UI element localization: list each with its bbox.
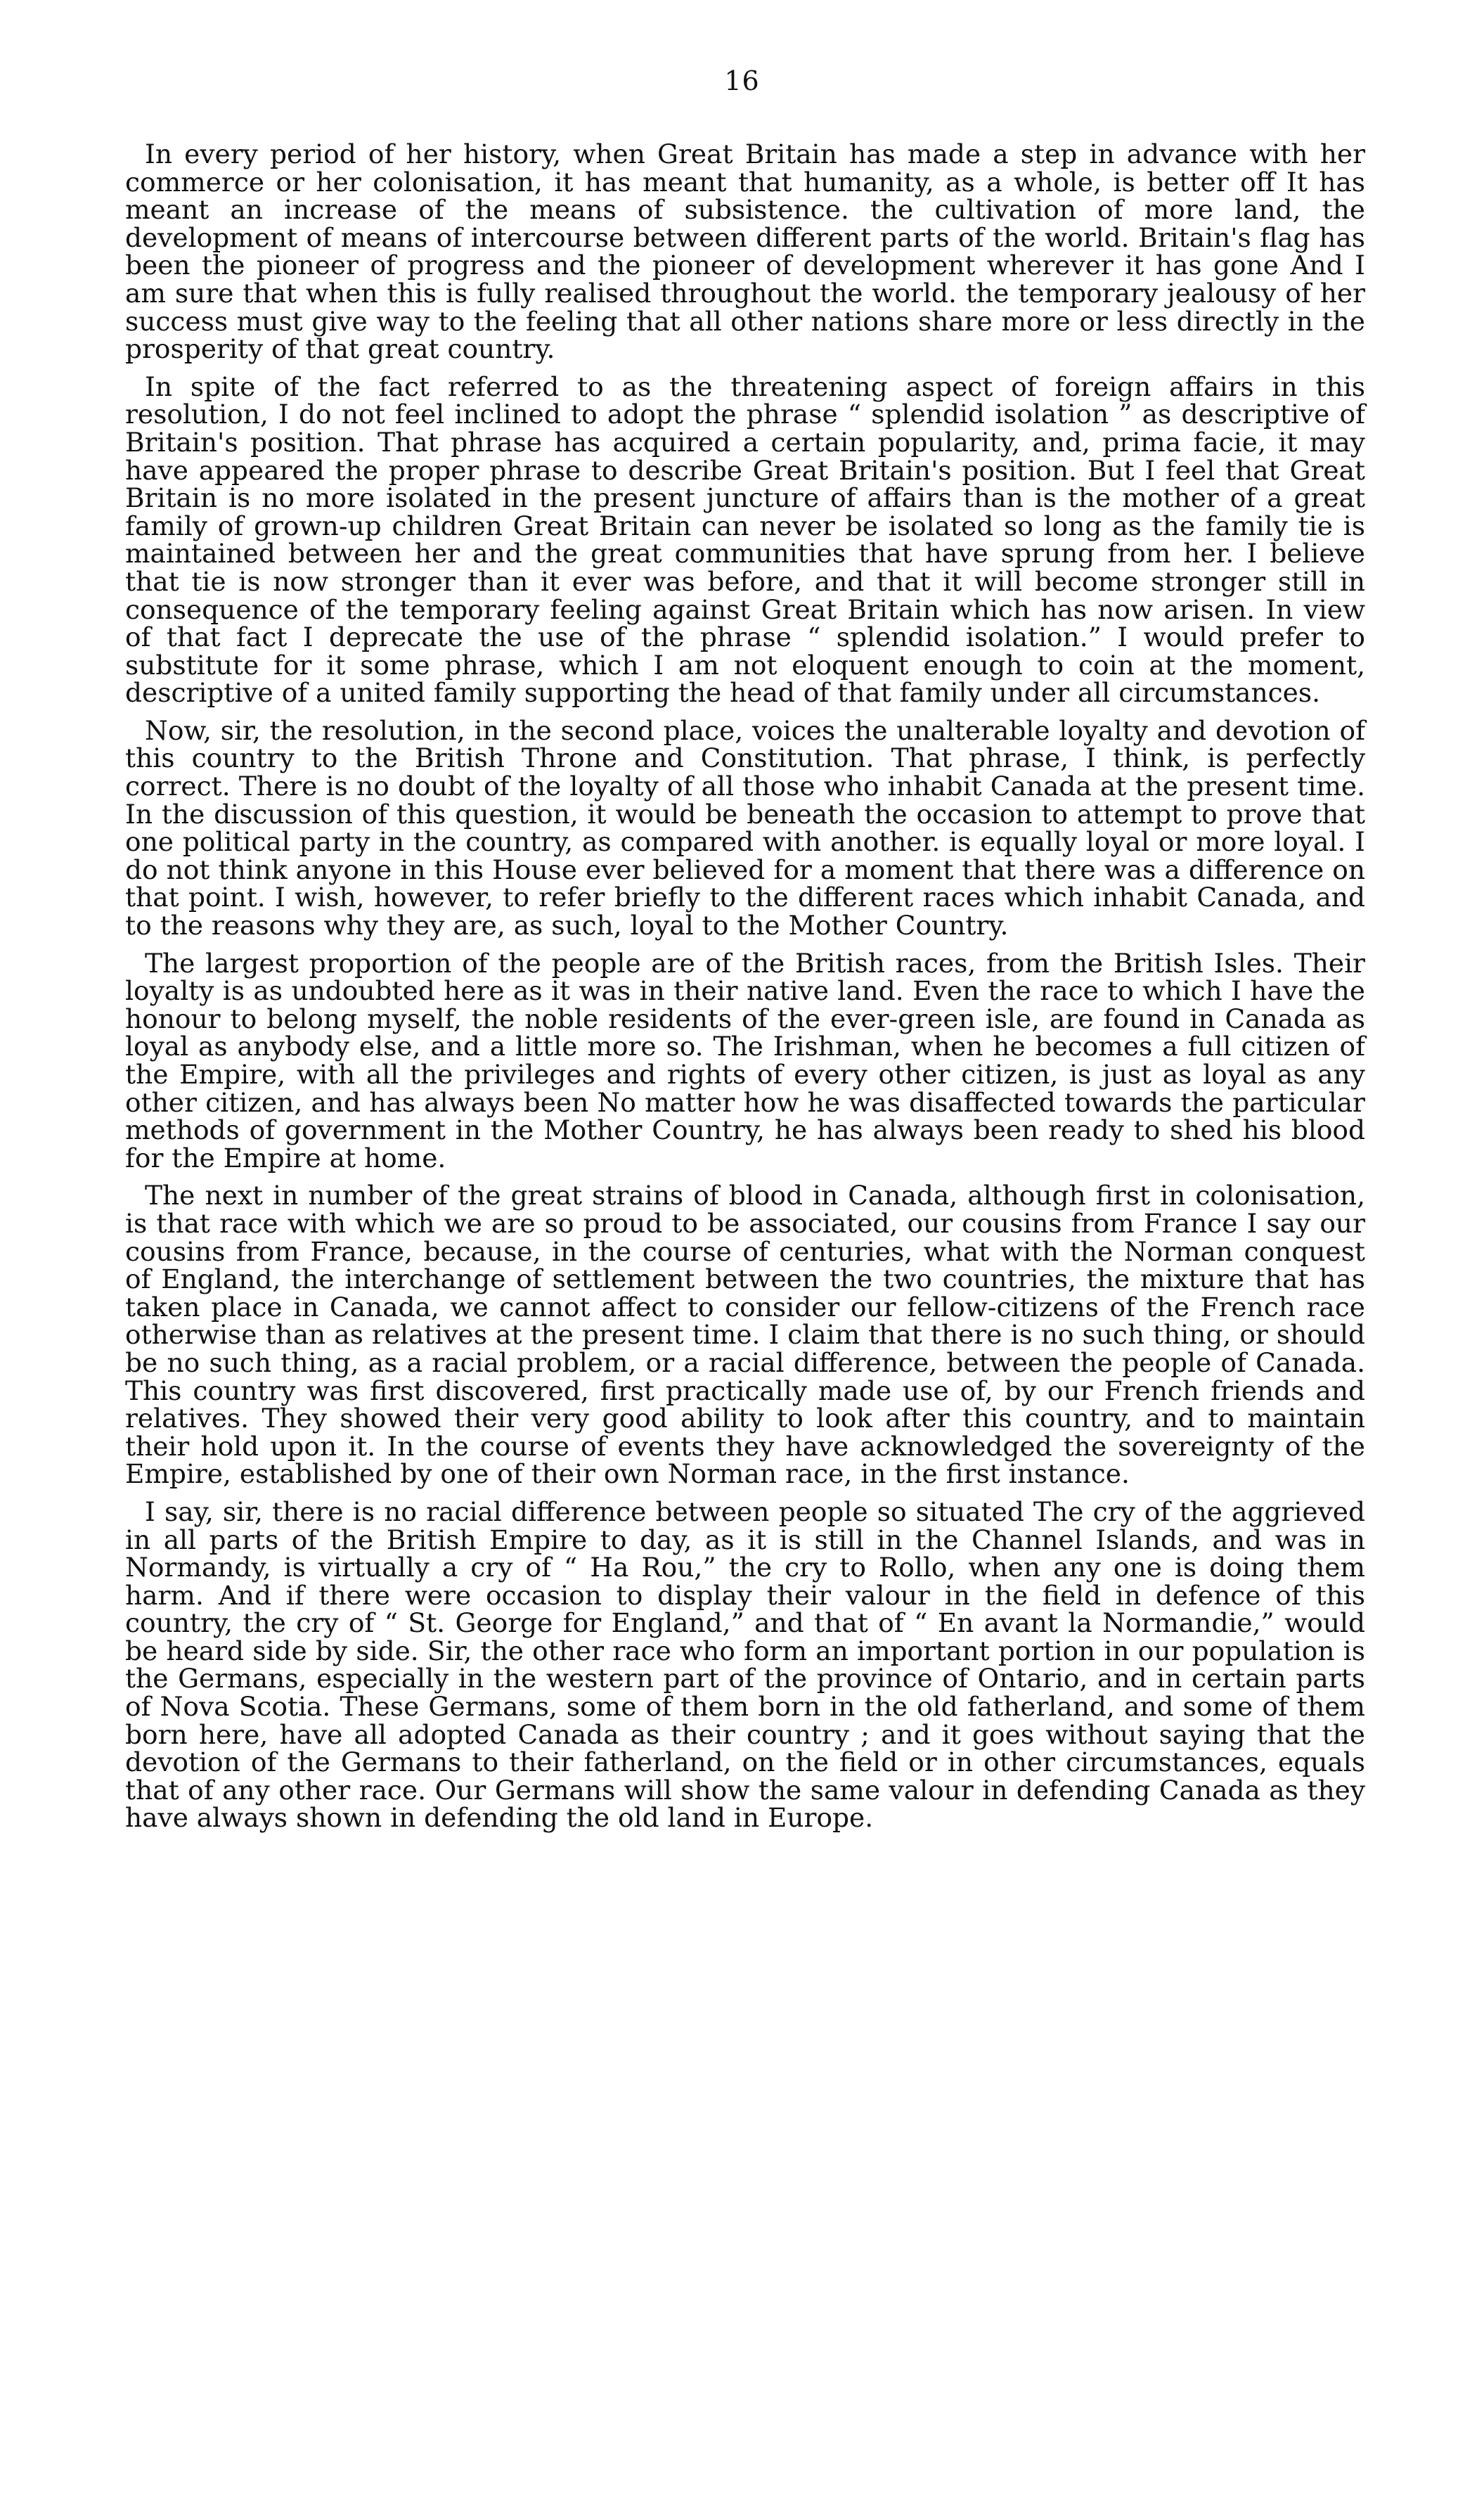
- paragraph-1: In every period of her history, when Great Britain has made a step in advance with her commerce or her colonisation, it has meant that humanity, as a whole, is better off It has meant an increase of the means of subsistence. the cultivation of more land, the development of means of intercourse between different parts of the world. Britain's flag has been the pioneer of progress and the pioneer of development wherever it has gone And I am sure that when this is fully realised throughout the world. the temporary jealousy of her success must give way to the feeling that all other nations share more or less directly in the prosperity of that great country.: [125, 139, 1365, 365]
- paragraph-4: The largest proportion of the people are of the British races, from the British Isles. Their loyalty is as undoubted here as it was in their native land. Even the race to which I have the honour to belong myself, the noble residents of the ever-green isle, are found in Canada as loyal as anybody else, and a little more so. The Irishman, when he becomes a full citizen of the Empire, with all the privileges and rights of every other citizen, is just as loyal as any other citizen, and has always been No matter how he was disaffected towards the particular methods of government in the Mother Country, he has always been ready to shed his blood for the Empire at home.: [125, 947, 1365, 1173]
- paragraph-6: I say, sir, there is no racial difference between people so situated The cry of the aggrieved in all parts of the British Empire to day, as it is still in the Channel Islands, and was in Normandy, is virtually a cry of “ Ha Rou,” the cry to Rollo, when any one is doing them harm. And if there were occasion to display their valour in the field in defence of this country, the cry of “ St. George for England,” and that of “ En avant la Normandie,” would be heard side by side. Sir, the other race who form an important portion in our population is the Germans, especially in the western part of the province of Ontario, and in certain parts of Nova Scotia. These Germans, some of them born in the old fatherland, and some of them born here, have all adopted Canada as their country ; and it goes without saying that the devotion of the Germans to their fatherland, on the field or in other circumstances, equals that of any other race. Our Germans will show the same valour in defending Canada as they have always shown in defending the old land in Europe.: [125, 1496, 1365, 1834]
- paragraph-3: Now, sir, the resolution, in the second place, voices the unalterable loyalty and devotion of this country to the British Throne and Constitution. That phrase, I think, is perfectly correct. There is no doubt of the loyalty of all those who inhabit Canada at the present time. In the discussion of this question, it would be beneath the occasion to attempt to prove that one political party in the country, as compared with another. is equally loyal or more loyal. I do not think anyone in this House ever believed for a moment that there was a difference on that point. I wish, however, to refer briefly to the different races which inhabit Canada, and to the reasons why they are, as such, loyal to the Mother Country.: [125, 714, 1365, 941]
- paragraph-2: In spite of the fact referred to as the threatening aspect of foreign affairs in this resolution, I do not feel inclined to adopt the phrase “ splendid isolation ” as descriptive of Britain's position. That phrase has acquired a certain popularity, and, prima facie, it may have appeared the proper phrase to describe Great Britain's position. But I feel that Great Britain is no more isolated in the present juncture of affairs than is the mother of a great family of grown-up children Great Britain can never be isolated so long as the family tie is maintained between her and the great communities that have sprung from her. I believe that tie is now stronger than it ever was before, and that it will become stronger still in consequence of the temporary feeling against Great Britain which has now arisen. In view of that fact I deprecate the use of the phrase “ splendid isolation.” I would prefer to substitute for it some phrase, which I am not eloquent enough to coin at the moment, descriptive of a united family supporting the head of that family under all circumstances.: [125, 371, 1365, 709]
- body-text: [125, 141, 1365, 1842]
- paragraph-5: The next in number of the great strains of blood in Canada, although first in colonisation, is that race with which we are so proud to be associated, our cousins from France I say our cousins from France, because, in the course of centuries, what with the Norman conquest of England, the interchange of settlement between the two countries, the mixture that has taken place in Canada, we cannot affect to consider our fellow-citizens of the French race otherwise than as relatives at the present time. I claim that there is no such thing, or should be no such thing, as a racial problem, or a racial difference, between the people of Canada. This country was first discovered, first practically made use of, by our French friends and relatives. They showed their very good ability to look after this country, and to maintain their hold upon it. In the course of events they have acknowledged the sovereignty of the Empire, established by one of their own Norman race, in the first instance.: [125, 1180, 1365, 1490]
- page-number: 16: [724, 65, 760, 96]
